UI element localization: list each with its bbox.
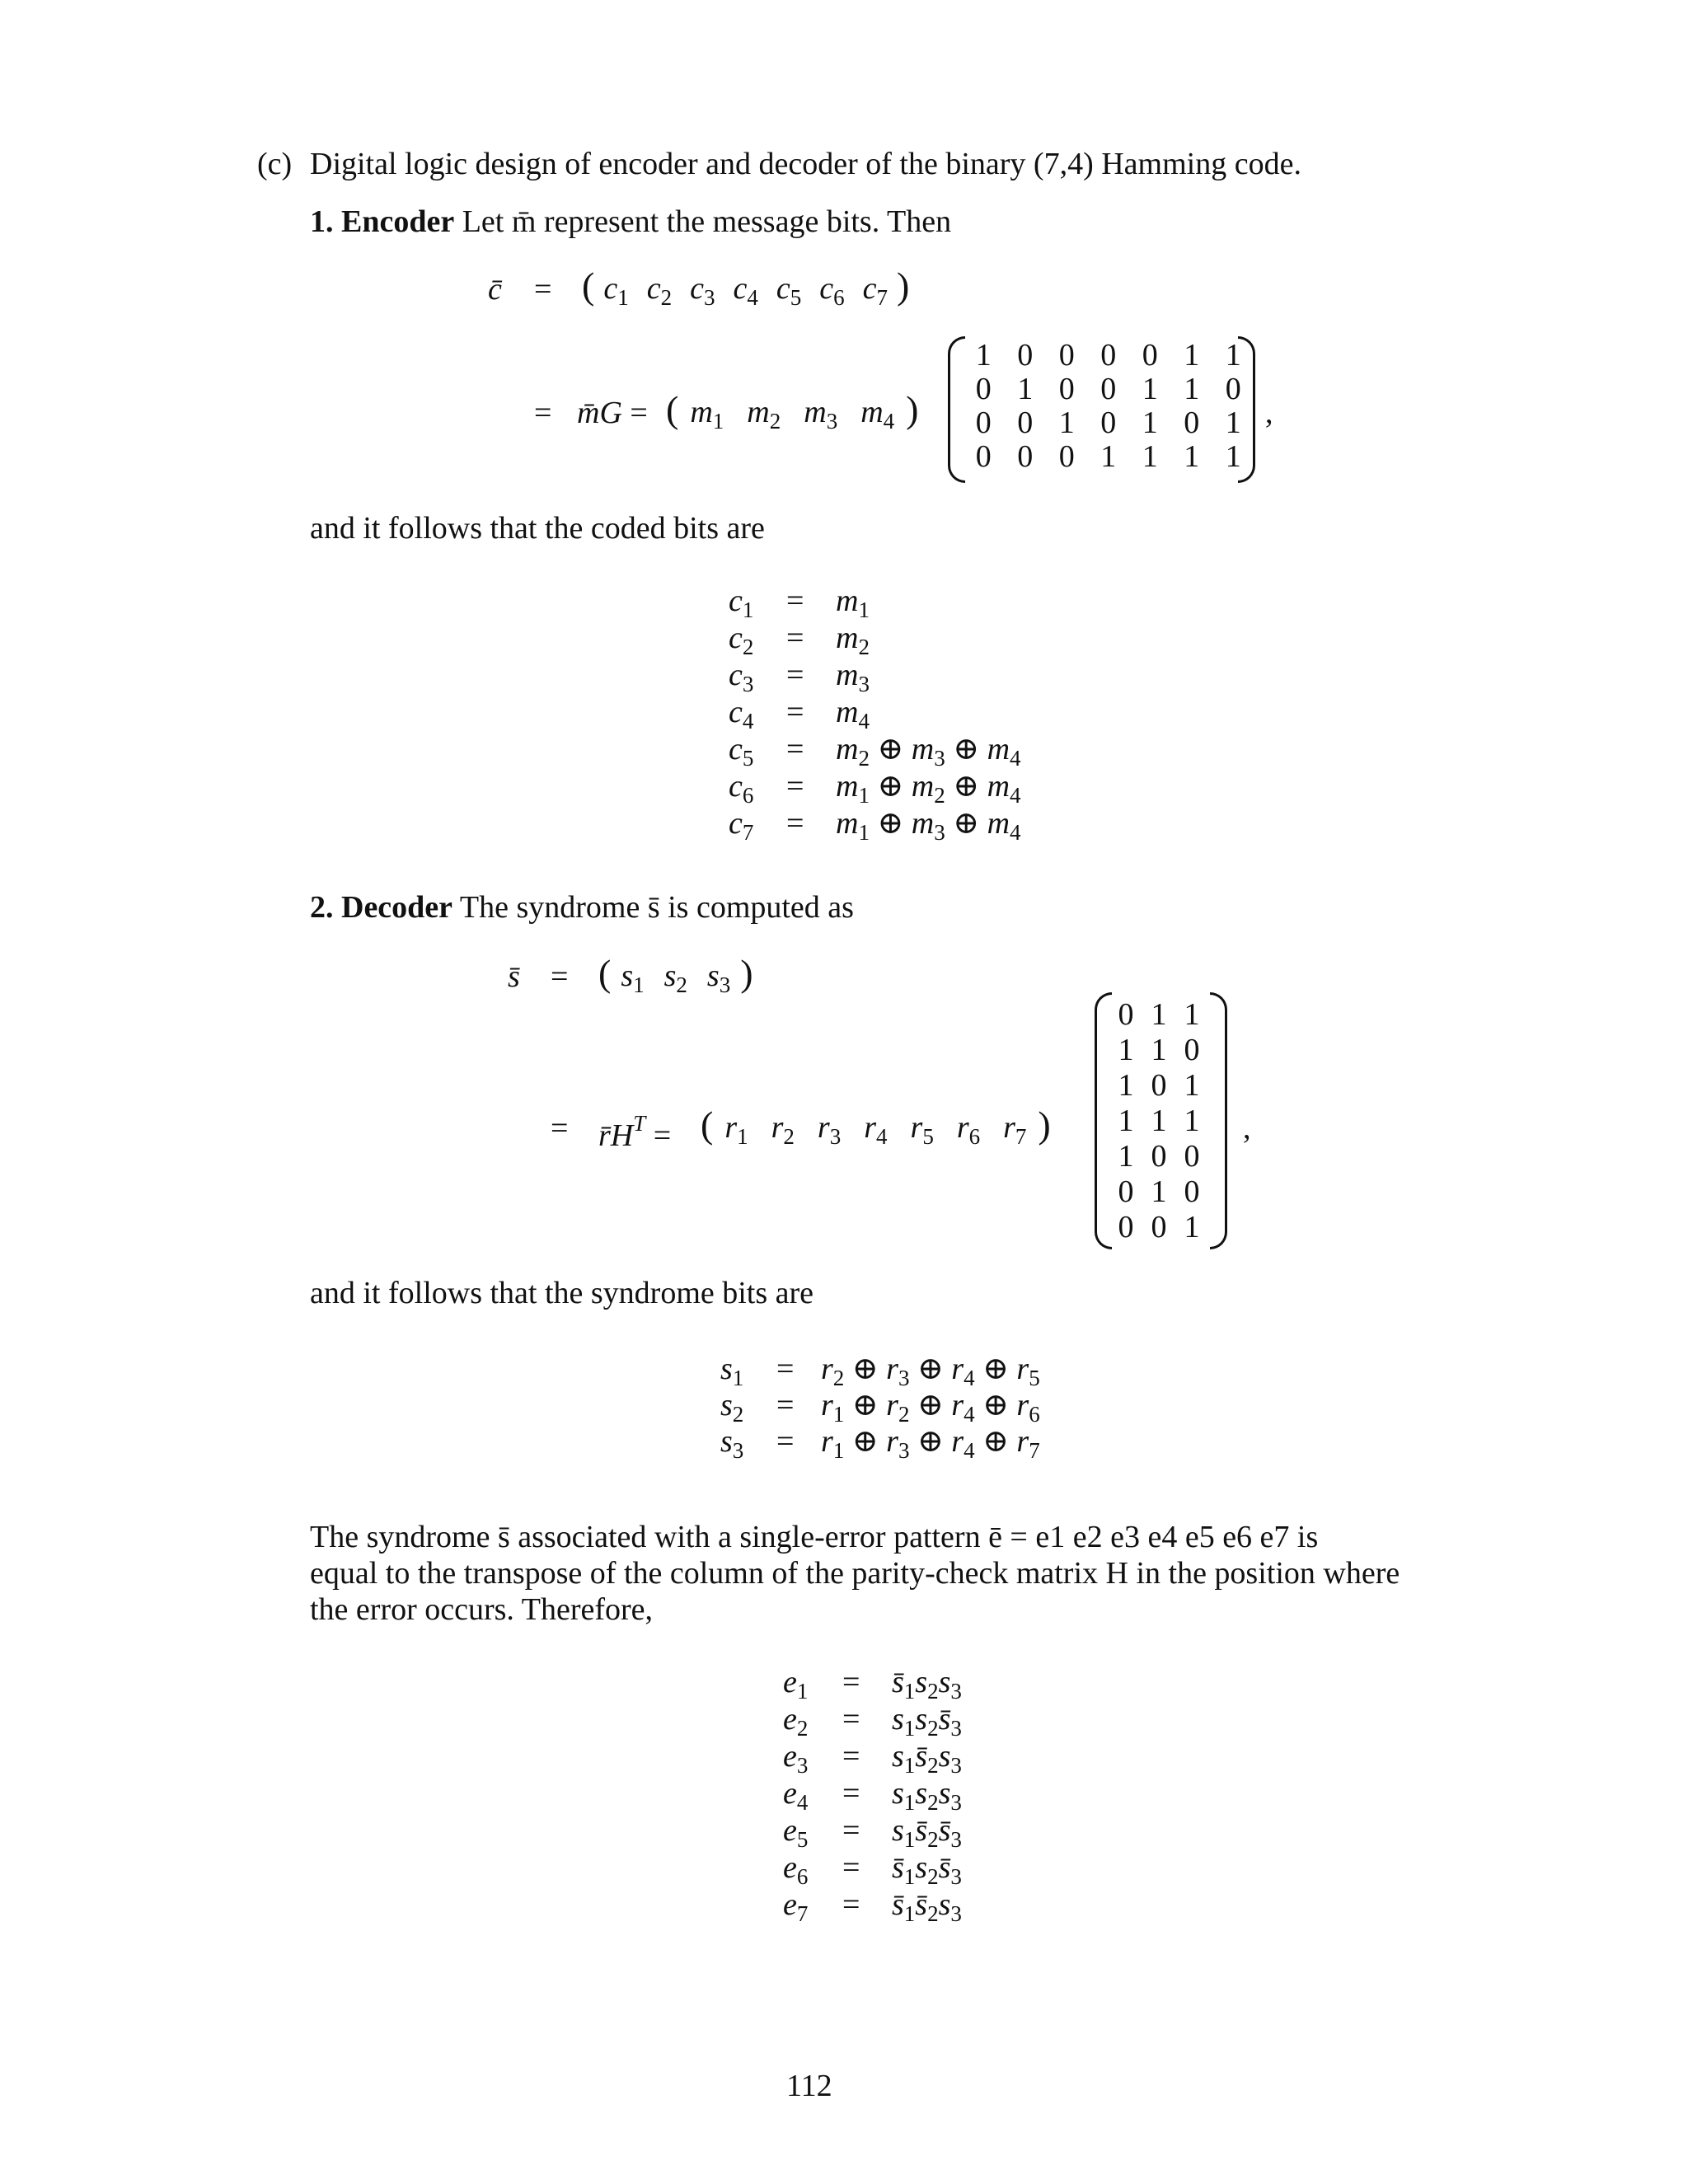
comma: , bbox=[1265, 396, 1273, 430]
vector-element: $c_1$ bbox=[603, 271, 629, 310]
equation-lhs: $c_2$ bbox=[729, 621, 754, 659]
comma: , bbox=[1243, 1111, 1251, 1146]
equation-lhs: $e_2$ bbox=[783, 1702, 809, 1741]
vector-element: $m_1$ bbox=[690, 395, 724, 434]
vector-element: $c_5$ bbox=[776, 271, 802, 310]
equation-lhs: $s_1$ bbox=[720, 1352, 744, 1390]
decoder-follow-text: and it follows that the syndrome bits are bbox=[310, 1276, 814, 1310]
equation-lhs: $c_6$ bbox=[729, 769, 754, 808]
matrix-entry: 1 bbox=[1184, 338, 1200, 373]
vector-element: $m_3$ bbox=[804, 395, 838, 434]
left-paren: ( bbox=[701, 1104, 714, 1146]
encoder-follow-text: and it follows that the coded bits are bbox=[310, 511, 765, 546]
equation-lhs: $s_2$ bbox=[720, 1388, 744, 1427]
vector-element: $s_2$ bbox=[663, 958, 687, 997]
vector-element: $r_2$ bbox=[771, 1110, 795, 1149]
matrix-entry: 0 bbox=[1151, 1139, 1167, 1174]
vector-element: $c_6$ bbox=[819, 271, 845, 310]
matrix-entry: 0 bbox=[1058, 439, 1075, 474]
explanation-line-3: the error occurs. Therefore, bbox=[310, 1592, 654, 1627]
equation-rhs: $r_1$ ⊕ $r_3$ ⊕ $r_4$ ⊕ $r_7$ bbox=[821, 1424, 1040, 1463]
equation-equals: = bbox=[842, 1665, 860, 1699]
equation-rhs: $s_1s_2s̄_3$ bbox=[892, 1702, 962, 1741]
vector-element: $c_3$ bbox=[690, 271, 715, 310]
matrix-entry: 0 bbox=[1100, 338, 1117, 373]
matrix-entry: 0 bbox=[1017, 439, 1034, 474]
equation-lhs: $s_3$ bbox=[720, 1424, 744, 1463]
matrix-entry: 1 bbox=[1118, 1139, 1134, 1174]
vector-element: $r_7$ bbox=[1003, 1110, 1027, 1149]
equation-rhs: $m_3$ bbox=[836, 658, 870, 696]
matrix-entry: 1 bbox=[1151, 1174, 1167, 1209]
part-heading: Digital logic design of encoder and decoder of the binary (7,4) Hamming code. bbox=[310, 147, 1301, 181]
matrix-entry: 1 bbox=[1184, 439, 1200, 474]
matrix-entry: 1 bbox=[1225, 338, 1241, 373]
matrix-entry: 0 bbox=[1100, 405, 1117, 440]
matrix-entry: 0 bbox=[1184, 1139, 1200, 1174]
equation-lhs: $e_5$ bbox=[783, 1813, 809, 1852]
equation-rhs: $m_4$ bbox=[836, 695, 870, 733]
right-paren: ) bbox=[896, 265, 910, 307]
equation-rhs: $s̄_1s_2s_3$ bbox=[892, 1665, 962, 1704]
equation-lhs: $c_1$ bbox=[729, 583, 754, 622]
vector-element: $r_6$ bbox=[956, 1110, 981, 1149]
equation-equals: = bbox=[842, 1887, 860, 1922]
equation-rhs: $r_1$ ⊕ $r_2$ ⊕ $r_4$ ⊕ $r_6$ bbox=[821, 1388, 1040, 1427]
equation-rhs: $m_1$ ⊕ $m_2$ ⊕ $m_4$ bbox=[836, 769, 1021, 808]
equation-equals: = bbox=[786, 732, 804, 766]
equation-rhs: $m_1$ ⊕ $m_3$ ⊕ $m_4$ bbox=[836, 806, 1021, 845]
explanation-line-2: equal to the transpose of the column of the parity-check matrix H in the position where bbox=[310, 1556, 1400, 1591]
codeword-lhs: c̄ bbox=[488, 272, 502, 307]
matrix-entry: 0 bbox=[1151, 1068, 1167, 1103]
equation-equals: = bbox=[786, 806, 804, 841]
equation-lhs: $e_1$ bbox=[783, 1665, 809, 1704]
matrix-entry: 0 bbox=[1017, 338, 1034, 373]
equation-equals: = bbox=[786, 769, 804, 804]
vector-element: $c_4$ bbox=[733, 271, 758, 310]
page-number: 112 bbox=[786, 2069, 832, 2103]
matrix-entry: 0 bbox=[975, 405, 992, 440]
decoder-heading bbox=[310, 892, 854, 923]
vector-element: $r_4$ bbox=[864, 1110, 888, 1149]
equation-equals: = bbox=[842, 1850, 860, 1885]
left-paren: ( bbox=[666, 388, 679, 430]
equation-equals: = bbox=[842, 1702, 860, 1736]
matrix-entry: 1 bbox=[1184, 1068, 1200, 1103]
equation-lhs: $e_4$ bbox=[783, 1776, 809, 1815]
equation-equals: = bbox=[786, 583, 804, 618]
matrix-entry: 1 bbox=[1184, 1104, 1200, 1138]
equation-lhs: $c_3$ bbox=[729, 658, 754, 696]
vector-element: $c_2$ bbox=[646, 271, 673, 310]
matrix-entry: 1 bbox=[1184, 1210, 1200, 1244]
equation-equals: = bbox=[842, 1739, 860, 1774]
decoder-product-equals: = bbox=[551, 1111, 569, 1146]
equation-lhs: $c_4$ bbox=[729, 695, 754, 733]
matrix-entry: 0 bbox=[1184, 1174, 1200, 1209]
equation-lhs: $e_6$ bbox=[783, 1850, 809, 1889]
syndrome-vector bbox=[598, 954, 753, 996]
vector-element: $r_3$ bbox=[817, 1110, 842, 1149]
matrix-entry: 0 bbox=[1118, 1210, 1134, 1244]
matrix-entry: 0 bbox=[1100, 372, 1117, 406]
decoder-intro: The syndrome s̄ is computed as bbox=[459, 890, 854, 925]
equation-rhs: $s̄_1s_2s̄_3$ bbox=[892, 1850, 962, 1889]
equation-equals: = bbox=[786, 658, 804, 692]
matrix-entry: 1 bbox=[1118, 1033, 1134, 1067]
encoder-intro: Let m̄ represent the message bits. Then bbox=[462, 204, 952, 239]
equation-lhs: $c_5$ bbox=[729, 732, 754, 771]
encoder-heading bbox=[310, 206, 951, 237]
equation-equals: = bbox=[842, 1813, 860, 1848]
equation-lhs: $e_3$ bbox=[783, 1739, 809, 1778]
matrix-entry: 1 bbox=[1225, 439, 1241, 474]
equation-equals: = bbox=[842, 1776, 860, 1811]
message-elements bbox=[678, 395, 906, 434]
codeword-elements bbox=[594, 271, 897, 310]
equation-equals: = bbox=[776, 1352, 795, 1386]
matrix-entry: 1 bbox=[1151, 1033, 1167, 1067]
equation-rhs: $r_2$ ⊕ $r_3$ ⊕ $r_4$ ⊕ $r_5$ bbox=[821, 1352, 1040, 1390]
h-matrix-right-paren bbox=[1210, 992, 1227, 1249]
equation-equals: = bbox=[786, 621, 804, 655]
matrix-entry: 1 bbox=[1058, 405, 1075, 440]
matrix-entry: 0 bbox=[1058, 338, 1075, 373]
matrix-entry: 0 bbox=[1184, 405, 1200, 440]
matrix-entry: 1 bbox=[1142, 405, 1158, 440]
equation-rhs: $s_1s̄_2s_3$ bbox=[892, 1739, 962, 1778]
equation-rhs: $m_2$ ⊕ $m_3$ ⊕ $m_4$ bbox=[836, 732, 1021, 771]
right-paren: ) bbox=[1038, 1104, 1051, 1146]
matrix-entry: 0 bbox=[1184, 1033, 1200, 1067]
equation-equals: = bbox=[786, 695, 804, 729]
equation-equals: = bbox=[776, 1388, 795, 1422]
matrix-entry: 1 bbox=[1118, 1068, 1134, 1103]
equation-rhs: $m_2$ bbox=[836, 621, 870, 659]
matrix-entry: 0 bbox=[1058, 372, 1075, 406]
right-paren: ) bbox=[906, 388, 919, 430]
matrix-entry: 1 bbox=[1142, 439, 1158, 474]
matrix-entry: 0 bbox=[975, 372, 992, 406]
equation-lhs: $e_7$ bbox=[783, 1887, 809, 1926]
matrix-entry: 1 bbox=[975, 338, 992, 373]
codeword-equals: = bbox=[534, 272, 552, 307]
matrix-entry: 0 bbox=[975, 439, 992, 474]
g-matrix-right-paren bbox=[1238, 336, 1255, 483]
matrix-entry: 1 bbox=[1184, 997, 1200, 1032]
received-elements bbox=[713, 1110, 1038, 1149]
product-lhs: m̄G = bbox=[577, 396, 648, 430]
matrix-entry: 0 bbox=[1225, 372, 1241, 406]
equation-equals: = bbox=[776, 1424, 795, 1459]
vector-element: $m_2$ bbox=[747, 395, 781, 434]
syndrome-elements bbox=[611, 958, 740, 997]
matrix-entry: 1 bbox=[1151, 997, 1167, 1032]
syndrome-lhs: s̄ bbox=[508, 959, 520, 994]
matrix-entry: 1 bbox=[1017, 372, 1034, 406]
matrix-entry: 1 bbox=[1225, 405, 1241, 440]
syndrome-equals: = bbox=[551, 959, 569, 994]
matrix-entry: 0 bbox=[1142, 338, 1158, 373]
product-equals: = bbox=[534, 396, 552, 430]
part-label: (c) bbox=[257, 147, 293, 181]
vector-element: $c_7$ bbox=[862, 271, 888, 310]
matrix-entry: 0 bbox=[1118, 1174, 1134, 1209]
matrix-entry: 1 bbox=[1142, 372, 1158, 406]
vector-element: $r_5$ bbox=[910, 1110, 934, 1149]
matrix-entry: 1 bbox=[1100, 439, 1117, 474]
matrix-entry: 1 bbox=[1184, 372, 1200, 406]
explanation-line-1: The syndrome s̄ associated with a single-error pattern ē = e1 e2 e3 e4 e5 e6 e7 is bbox=[310, 1520, 1319, 1554]
equation-lhs: $c_7$ bbox=[729, 806, 754, 845]
matrix-entry: 1 bbox=[1118, 1104, 1134, 1138]
left-paren: ( bbox=[598, 952, 612, 994]
matrix-entry: 0 bbox=[1017, 405, 1034, 440]
received-vector bbox=[701, 1106, 1051, 1148]
left-paren: ( bbox=[582, 265, 595, 307]
equation-rhs: $m_1$ bbox=[836, 583, 870, 622]
vector-element: $s_3$ bbox=[706, 958, 731, 997]
matrix-entry: 0 bbox=[1151, 1210, 1167, 1244]
equation-rhs: $s_1s̄_2s̄_3$ bbox=[892, 1813, 962, 1852]
message-vector bbox=[666, 388, 919, 434]
equation-rhs: $s̄_1s̄_2s_3$ bbox=[892, 1887, 962, 1926]
decoder-product-lhs: $r̄H^T$ = bbox=[598, 1111, 672, 1153]
vector-element: $r_1$ bbox=[724, 1110, 748, 1149]
vector-element: $m_4$ bbox=[860, 395, 895, 434]
equation-rhs: $s_1s_2s_3$ bbox=[892, 1776, 962, 1815]
vector-element: $s_1$ bbox=[621, 958, 645, 997]
right-paren: ) bbox=[740, 952, 753, 994]
decoder-label: 2. Decoder bbox=[310, 890, 453, 925]
matrix-entry: 1 bbox=[1151, 1104, 1167, 1138]
codeword-vector bbox=[582, 267, 909, 309]
encoder-label: 1. Encoder bbox=[310, 204, 455, 239]
matrix-entry: 0 bbox=[1118, 997, 1134, 1032]
